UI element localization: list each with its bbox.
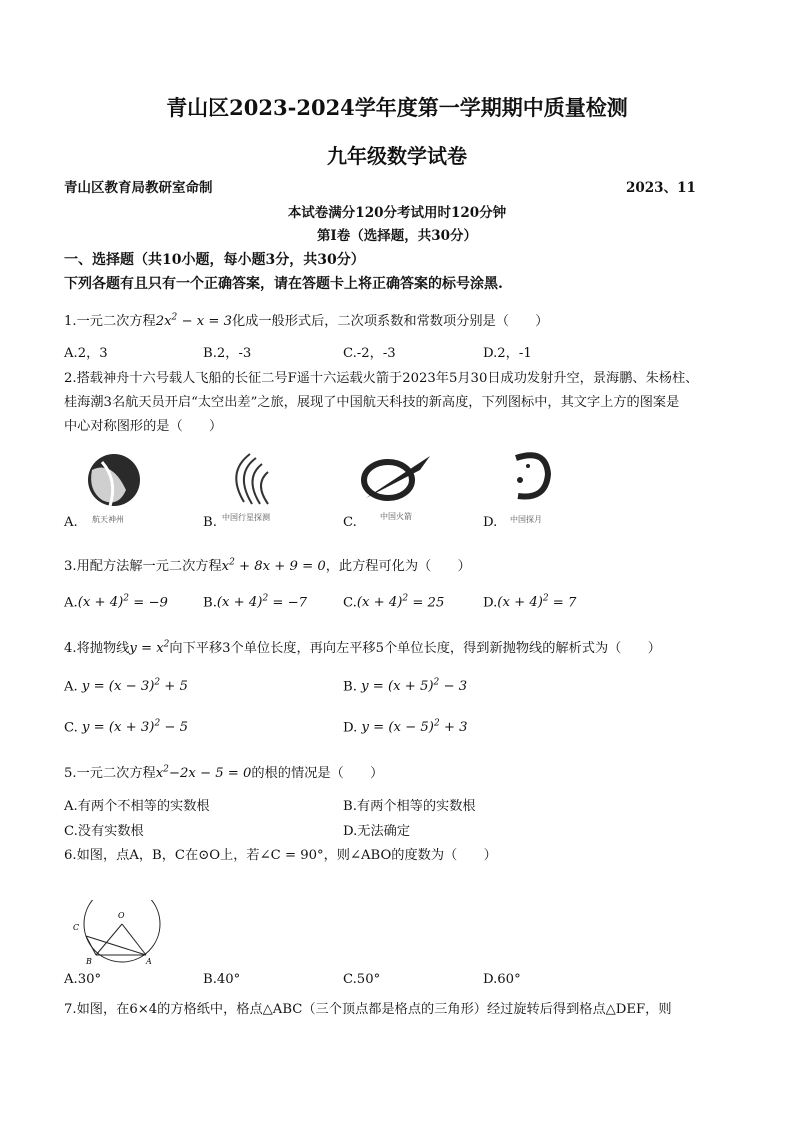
page-subtitle: 九年级数学试卷 — [327, 144, 467, 168]
label-o: O — [118, 911, 125, 920]
question-3 — [64, 555, 471, 574]
logo-d-caption: 中国探月 — [510, 515, 542, 524]
circle-figure — [66, 900, 166, 966]
rocket-logo-image — [358, 452, 434, 502]
question-6: 6.如图，点A，B，C在⊙O上，若∠C = 90°，则∠ABO的度数为（ ） — [64, 848, 497, 863]
q2-option-d: D. — [483, 515, 498, 530]
q2-option-b: B. — [203, 515, 217, 530]
q5-option-a: A.有两个不相等的实数根 — [64, 799, 210, 814]
label-a: A — [146, 957, 152, 966]
exam-info: 本试卷满分120分考试用时120分钟 — [287, 205, 507, 221]
q6-option-a: A.30° — [64, 972, 102, 987]
q4-parabola: $y = x^2$ — [129, 639, 170, 656]
q4-option-b: B. $y = (x + 5)^2 - 3$ — [343, 678, 468, 695]
q4-stem-post: 向下平移3个单位长度，再向左平移5个单位长度，得到新抛物线的解析式为（ ） — [169, 641, 661, 656]
q2-line-1: 2.搭载神舟十六号载人飞船的长征二号F遥十六运载火箭于2023年5月30日成功发射升空，景海鹏、朱杨柱、 — [64, 371, 699, 386]
label-b: B — [86, 957, 92, 966]
exam-part: 第Ⅰ卷（选择题，共30分） — [316, 228, 478, 244]
q4-option-c: C. $y = (x + 3)^2 - 5$ — [64, 719, 189, 736]
exam-author: 青山区教育局教研室命制 — [64, 180, 213, 196]
q6-option-b: B.40° — [203, 972, 241, 987]
q3-option-b: $B.(x + 4)^2 = -7$ — [203, 594, 308, 611]
logo-a-caption: 航天神州 — [92, 515, 124, 524]
circle-o — [84, 900, 160, 962]
q3-option-c: $C.(x + 4)^2 = 25$ — [343, 594, 445, 611]
q2-line-2: 桂海潮3名航天员开启“太空出差”之旅，展现了中国航天科技的新高度，下列图标中，其文字上方的图案是 — [64, 395, 680, 410]
q5-equation: $x^2-2x - 5 = 0$ — [155, 764, 252, 781]
q6-option-c: C.50° — [343, 972, 381, 987]
aerospace-logo-image — [82, 450, 152, 510]
q3-option-d: $D.(x + 4)^2 = 7$ — [483, 594, 577, 611]
q3-option-a: $A.(x + 4)^2 = -9$ — [64, 594, 168, 611]
q1-stem-pre: 1.一元二次方程 — [64, 314, 156, 329]
q1-option-b: B.2，-3 — [203, 346, 252, 361]
logo-b-caption: 中国行星探测 — [222, 513, 270, 522]
q4-option-d: D. $y = (x - 5)^2 + 3$ — [343, 719, 468, 736]
q5-option-b: B.有两个相等的实数根 — [343, 799, 476, 814]
planet-exploration-logo-image — [220, 450, 280, 508]
q1-option-d: D.2，-1 — [483, 346, 532, 361]
segment-oa — [122, 924, 146, 955]
section-heading: 一、选择题（共10小题，每小题3分，共30分） — [64, 252, 365, 268]
q1-equation: $2x^2 - x = 3$ — [155, 312, 232, 329]
segment-ob — [96, 924, 122, 955]
q5-stem-post: 的根的情况是（ ） — [251, 766, 384, 781]
question-4 — [64, 637, 661, 656]
q1-option-a: A.2，3 — [64, 346, 108, 361]
question-7: 7.如图，在6×4的方格纸中，格点△ABC（三个顶点都是格点的三角形）经过旋转后得到格点△DEF，则 — [64, 1002, 672, 1017]
q2-option-a: A. — [64, 515, 78, 530]
q6-option-d: D.60° — [483, 972, 521, 987]
exam-date: 2023、11 — [626, 180, 696, 196]
q4-stem-pre: 4.将抛物线 — [64, 641, 130, 656]
lunar-exploration-logo-image — [506, 448, 556, 508]
q3-stem-post: ，此方程可化为（ ） — [325, 559, 471, 574]
section-instruction: 下列各题有且只有一个正确答案，请在答题卡上将正确答案的标号涂黑. — [64, 276, 503, 292]
label-c: C — [73, 923, 80, 932]
q5-option-c: C.没有实数根 — [64, 824, 144, 839]
page-title: 青山区2023-2024学年度第一学期期中质量检测 — [166, 95, 628, 120]
question-5 — [64, 762, 383, 781]
q5-stem-pre: 5.一元二次方程 — [64, 766, 156, 781]
q3-stem-pre: 3.用配方法解一元二次方程 — [64, 559, 222, 574]
q2-line-3: 中心对称图形的是（ ） — [64, 419, 223, 434]
q5-option-d: D.无法确定 — [343, 824, 411, 839]
q4-option-a: A. $y = (x - 3)^2 + 5$ — [64, 678, 188, 695]
question-1 — [64, 310, 548, 329]
q1-option-c: C.-2，-3 — [343, 346, 396, 361]
logo-c-caption: 中国火箭 — [380, 512, 412, 521]
q2-option-c: C. — [343, 515, 357, 530]
q3-equation: $x^2 + 8x + 9 = 0$ — [221, 557, 326, 574]
q1-stem-post: 化成一般形式后，二次项系数和常数项分别是（ ） — [231, 314, 549, 329]
